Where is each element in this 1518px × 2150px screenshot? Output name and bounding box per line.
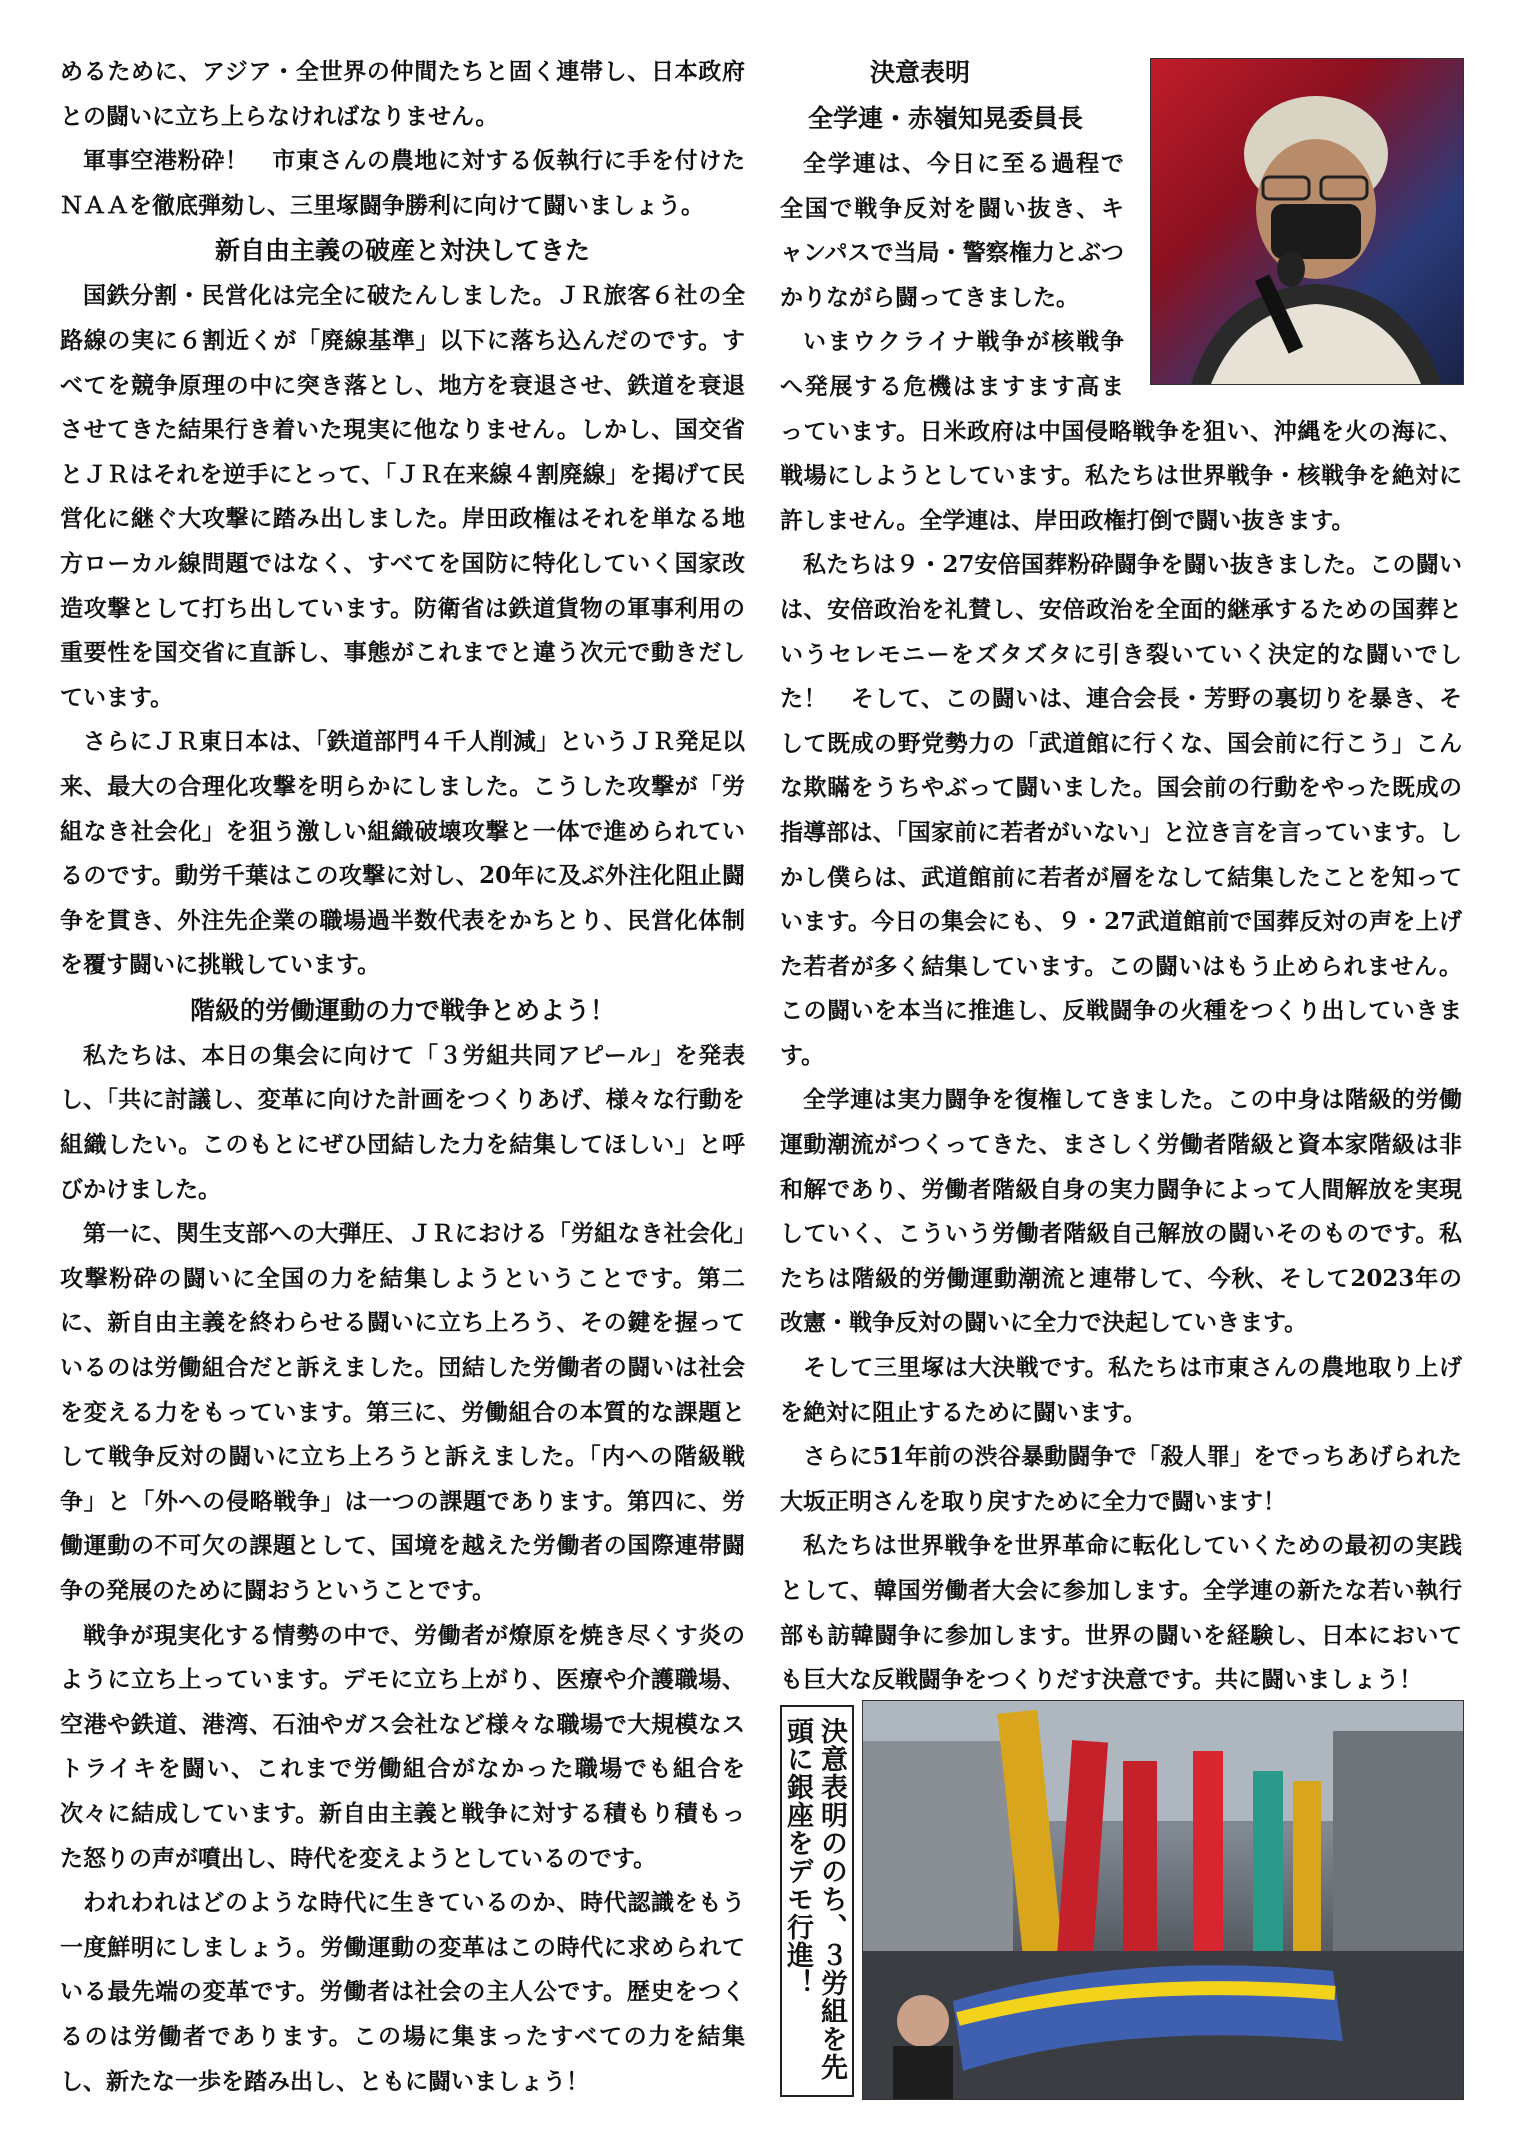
speaker-heading: 全学連・赤嶺知晃委員長 [808,104,1084,133]
statement-paragraph-5: そして三里塚は大決戦です。私たちは市東さんの農地取り上げを絶対に阻止するために闘います。 [780,1354,1462,1426]
section2-paragraph-4: われわれはどのような時代に生きているのか、時代認識をもう一度鮮明にしましょう。労働運動の変革はこの時代に求められている最先端の変革です。労働者は社会の主人公です。歴史をつくるのは労働者であります。この場に集まったすべての力を結集し、新たな一歩を踏み出し、ともに闘いましょう！ [60,1889,745,2095]
section1-paragraph-1: 国鉄分割・民営化は完全に破たんしました。ＪＲ旅客６社の全路線の実に６割近くが「廃線基準」以下に落ち込んだのです。すべてを競争原理の中に突き落とし、地方を衰退させ、鉄道を衰退させてきた結果行き着いた現実に他なりません。しかし、国交省とＪＲはそれを逆手にとって、「ＪＲ在来線４割廃線」を掲げて民営化に継ぐ大攻撃に踏み出しました。岸田政権はそれを単なる地方ローカル線問題ではなく、すべてを国防に特化していく国家改造攻撃として打ち出しています。防衛省は鉄道貨物の軍事利用の重要性を国交省に直訴し、事態がこれまでと違う次元で動きだしています。 [60,282,745,711]
section2-paragraph-2: 第一に、関生支部への大弾圧、ＪＲにおける「労組なき社会化」攻撃粉砕の闘いに全国の力を結集しようということです。第二に、新自由主義を終わらせる闘いに立ち上ろう、その鍵を握っているのは労働組合だと訴えました。団結した労働者の闘いは社会を変える力をもっています。第三に、労働組合の本質的な課題として戦争反対の闘いに立ち上ろうと訴えました。「内への階級戦争」と「外への侵略戦争」は一つの課題であります。第四に、労働運動の不可欠の課題として、国境を越えた労働者の国際連帯闘争の発展のために闘おうということです。 [60,1220,745,1604]
demo-photo-illustration [863,1701,1463,2099]
section2-paragraph-1: 私たちは、本日の集会に向けて「３労組共同アピール」を発表し、「共に討議し、変革に向けた計画をつくりあげ、様々な行動を組織したい。このもとにぜひ団結した力を結集してほしい」と呼びかけました。 [60,1041,745,1203]
section1-paragraph-2: さらにＪＲ東日本は、「鉄道部門４千人削減」というＪＲ発足以来、最大の合理化攻撃を明らかにしました。こうした攻撃が「労組なき社会化」を狙う激しい組織破壊攻撃と一体で進められているのです。動労千葉はこの攻撃に対し、20年に及ぶ外注化阻止闘争を貫き、外注先企業の職場過半数代表をかちとり、民営化体制を覆す闘いに挑戦しています。 [60,728,745,979]
speaker-photo-illustration [1151,59,1463,384]
section-heading-class-labor: 階級的労働運動の力で戦争とめよう！ [189,995,615,1025]
photo-caption: 決意表明ののち、３労組を先頭に銀座をデモ行進！ [780,1705,854,2097]
statement-paragraph-7: 私たちは世界戦争を世界革命に転化していくための最初の実践として、韓国労働者大会に参加します。全学連の新たな若い執行部も訪韓闘争に参加します。世界の闘いを経験し、日本においても巨大な反戦闘争をつくりだす決意です。共に闘いましょう！ [780,1532,1462,1694]
statement-paragraph-2: いまウクライナ戦争が核戦争へ発展する危機はますます高まっています。日米政府は中国侵略戦争を狙い、沖縄を火の海に、戦場にしようとしています。私たちは世界戦争・核戦争を絶対に許しません。全学連は、岸田政権打倒で闘い抜きます。 [780,328,1462,534]
speaker-photo [1150,58,1464,385]
left-column [60,50,745,2104]
statement-paragraph-3: 私たちは９・27安倍国葬粉砕闘争を闘い抜きました。この闘いは、安倍政治を礼賛し、安倍政治を全面的継承するための国葬というセレモニーをズタズタに引き裂いていく決定的な闘いでした！ そして、この闘いは、連合会長・芳野の裏切りを暴き、そして既成の野党勢力の「武道館に行くな、国会前に行こう」こんな欺瞞をうちやぶって闘いました。国会前の行動をやった既成の指導部は、「国家前に若者がいない」と泣き言を言っています。しかし僕らは、武道館前に若者が層をなして結集したことを知っています。今日の集会にも、９・27武道館前で国葬反対の声を上げた若者が多く結集しています。この闘いはもう止められません。この闘いを本当に推進し、反戦闘争の火種をつくり出していきます。 [780,551,1463,1069]
statement-paragraph-6: さらに51年前の渋谷暴動闘争で「殺人罪」をでっちあげられた大坂正明さんを取り戻すために全力で闘います！ [780,1443,1462,1515]
section2-paragraph-3: 戦争が現実化する情勢の中で、労働者が燎原を焼き尽くす炎のように立ち上っています。デモに立ち上がり、医療や介護職場、空港や鉄道、港湾、石油やガス会社など様々な職場で大規模なストライキを闘い、これまで労働組合がなかった職場でも組合を次々に結成しています。新自由主義と戦争に対する積もり積もった怒りの声が噴出し、時代を変えようとしているのです。 [60,1621,745,1872]
statement-heading: 決意表明 [870,58,971,87]
demo-photo [862,1700,1464,2100]
left-intro-paragraph-1: めるために、アジア・全世界の仲間たちと固く連帯し、日本政府との闘いに立ち上らなければなりません。 [60,58,745,130]
statement-paragraph-4: 全学連は実力闘争を復権してきました。この中身は階級的労働運動潮流がつくってきた、まさしく労働者階級と資本家階級は非和解であり、労働者階級自身の実力闘争によって人間解放を実現していく、こういう労働者階級自己解放の闘いそのものです。私たちは階級的労働運動潮流と連帯して、今秋、そして2023年の改憲・戦争反対の闘いに全力で決起していきます。 [780,1086,1462,1337]
left-intro-paragraph-2: 軍事空港粉砕！ 市東さんの農地に対する仮執行に手を付けたＮＡＡを徹底弾劾し、三里塚闘争勝利に向けて闘いましょう。 [60,147,745,219]
statement-paragraph-1: 全学連は、今日に至る過程で全国で戦争反対を闘い抜き、キャンパスで当局・警察権力とぶつかりながら闘ってきました。 [780,150,1124,311]
section-heading-neoliberalism: 新自由主義の破産と対決してきた [214,236,590,266]
